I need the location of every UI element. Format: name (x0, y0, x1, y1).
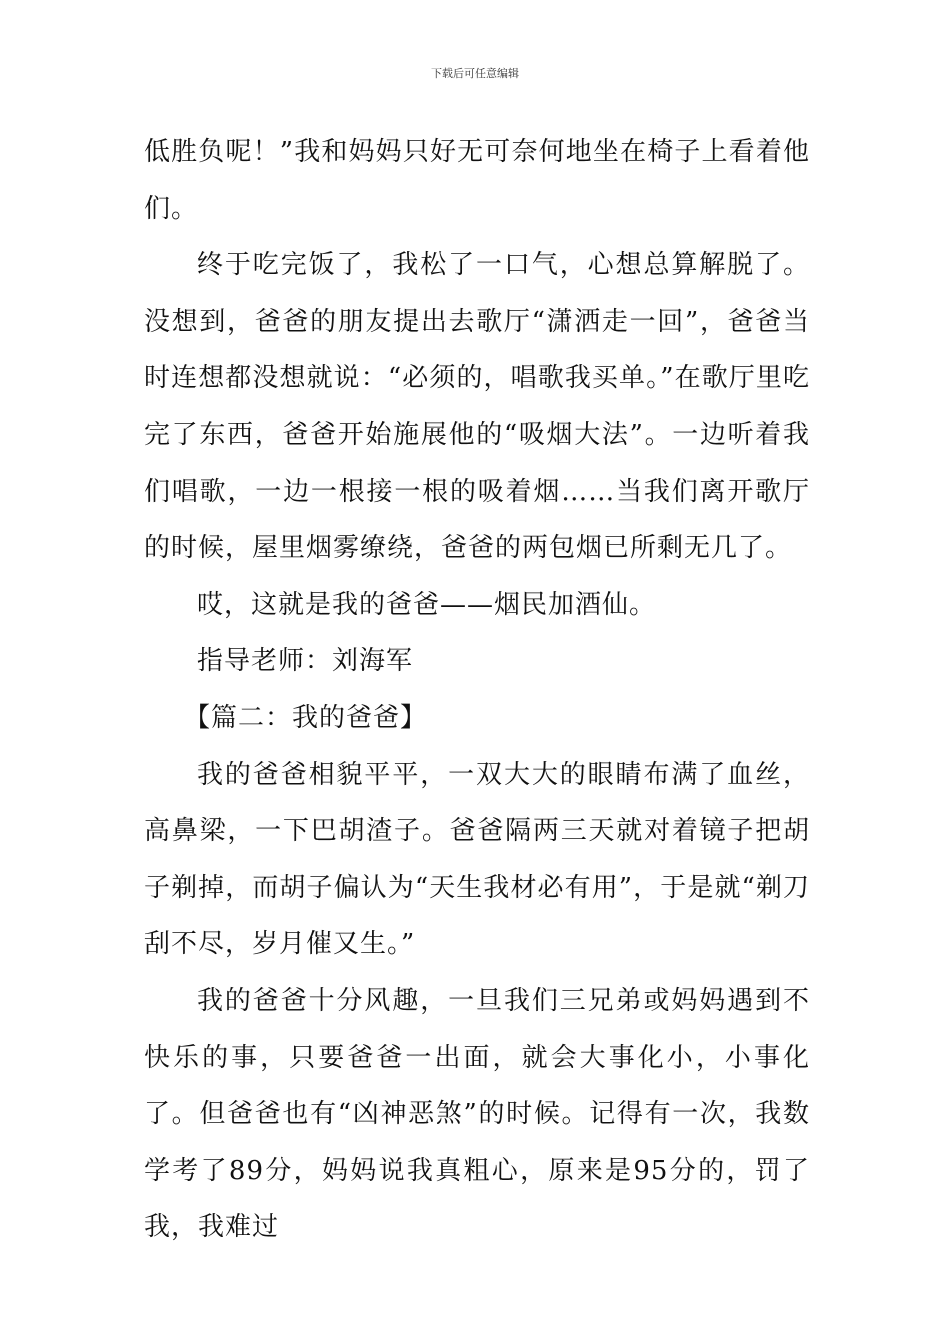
paragraph-1: 低胜负呢！”我和妈妈只好无可奈何地坐在椅子上看着他们。 (144, 137, 810, 224)
document-body (144, 124, 810, 1256)
paragraph-3: 哎，这就是我的爸爸——烟民加酒仙。 (197, 589, 657, 620)
section-heading: 【篇二：我的爸爸】 (184, 702, 428, 733)
paragraph-5: 我的爸爸相貌平平，一双大大的眼睛布满了血丝，高鼻梁，一下巴胡渣子。爸爸隔两三天就对着镜子把胡子剃掉，而胡子偏认为“天生我材必有用”，于是就“剃刀刮不尽，岁月催又生。” (144, 759, 810, 960)
page-header: 下载后可任意编辑 (431, 67, 519, 80)
paragraph-2: 终于吃完饭了，我松了一口气，心想总算解脱了。没想到，爸爸的朋友提出去歌厅“潇洒走一回”，爸爸当时连想都没想就说：“必须的，唱歌我买单。”在歌厅里吃完了东西，爸爸开始施展他的“吸烟大法”。一边听着我们唱歌，一边一根接一根的吸着烟……当我们离开歌厅的时候，屋里烟雾缭绕，爸爸的两包烟已所剩无几了。 (144, 250, 810, 564)
paragraph-6: 我的爸爸十分风趣，一旦我们三兄弟或妈妈遇到不快乐的事，只要爸爸一出面，就会大事化小，小事化了。但爸爸也有“凶神恶煞”的时候。记得有一次，我数学考了89分，妈妈说我真粗心，原来是95分的，罚了我，我难过 (144, 985, 810, 1243)
paragraph-4-teacher: 指导老师：刘海军 (197, 646, 414, 677)
